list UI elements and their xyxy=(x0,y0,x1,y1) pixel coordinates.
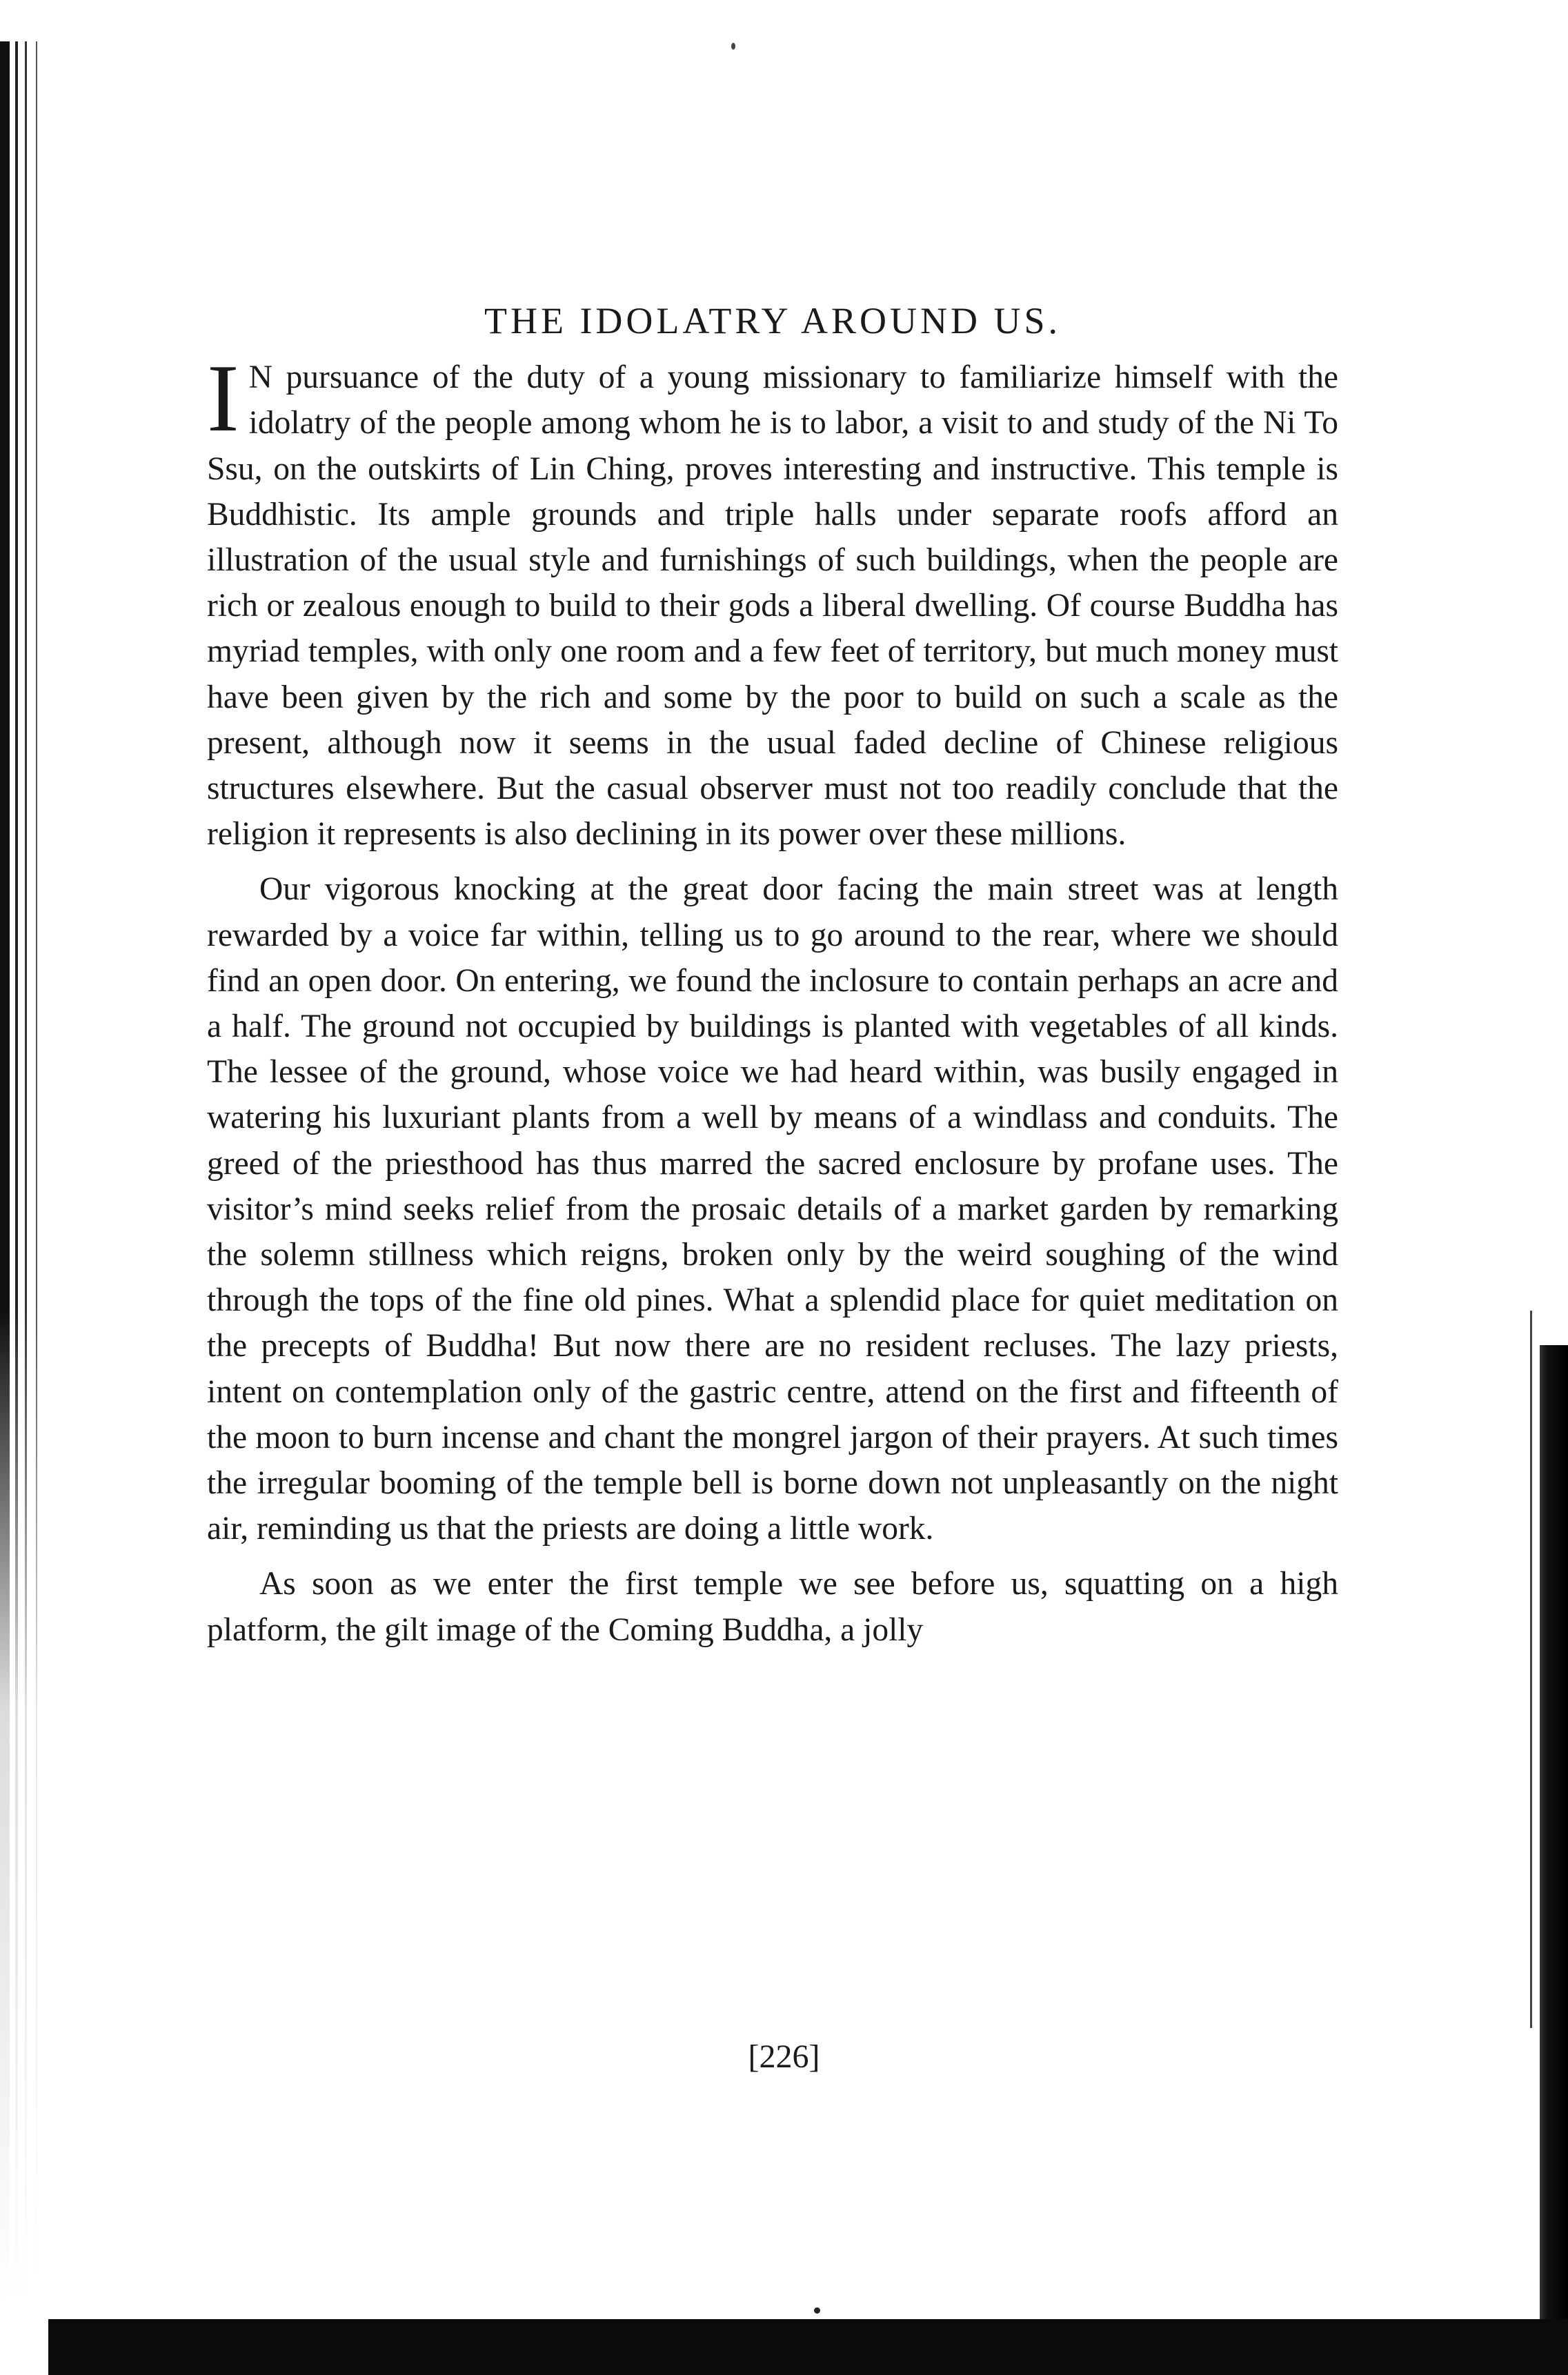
paragraph: Our vigorous knocking at the great door facing the main street was at length rewarded by a voice far within, telling us to go around to the rear, where we should find an open door. On entering, we found the inclosure to contain perhaps an acre and a half. The ground not occupied by buildings is planted with vegetables of all kinds. The lessee of the ground, whose voice we had heard within, was busily engaged in watering his luxuriant plants from a well by means of a windlass and conduits. The greed of the priesthood has thus marred the sacred enclosure by profane uses. The visitor’s mind seeks relief from the prosaic details of a market garden by remarking the solemn stillness which reigns, broken only by the weird soughing of the wind through the tops of the fine old pines. What a splendid place for quiet meditation on the precepts of Buddha! But now there are no resident recluses. The lazy priests, intent on contemplation only of the gastric centre, attend on the first and fifteenth of the moon to burn incense and chant the mongrel jargon of their prayers. At such times the irregular booming of the temple bell is borne down not unpleasantly on the night air, reminding us that the priests are doing a little work. xyxy=(207,871,1338,1547)
chapter-title: THE IDOLATRY AROUND US. xyxy=(484,300,1061,341)
margin-rule xyxy=(1530,1311,1532,2028)
paragraph: As soon as we enter the first temple we see before us, squatting on a high platform, the gilt image of the Coming Buddha, a jolly xyxy=(207,1566,1338,1648)
scan-speck xyxy=(731,43,735,50)
paragraph-text: N pursuance of the duty of a young missionary to familiarize himself with the idolatry of the people among whom he is to labor, a visit to and study of the Ni To Ssu, on the outskirts of Lin Ching, proves interesting and instructive. This temple is Buddhistic. Its ample grounds and triple halls under separate roofs afford an illustration of the usual style and furnishings of such buildings, when the people are rich or zealous enough to build to their gods a liberal dwelling. Of course Buddha has myriad temples, with only one room and a few feet of territory, but much money must have been given by the rich and some by the poor to build on such a scale as the present, although now it seems in the usual faded decline of Chinese religious structures elsewhere. But the casual observer must not too readily conclude that the religion it represents is also declining in its power over these millions. xyxy=(207,359,1338,853)
scan-bottom-edge xyxy=(48,2319,1568,2375)
right-page-edge xyxy=(1540,1345,1568,2375)
paragraph xyxy=(207,345,1338,857)
page-number: [226] xyxy=(748,2038,820,2075)
text-block xyxy=(207,297,1338,1653)
drop-cap: I xyxy=(207,345,239,453)
scan-speck xyxy=(814,2307,820,2314)
binding-edge-fade xyxy=(0,1311,48,2306)
